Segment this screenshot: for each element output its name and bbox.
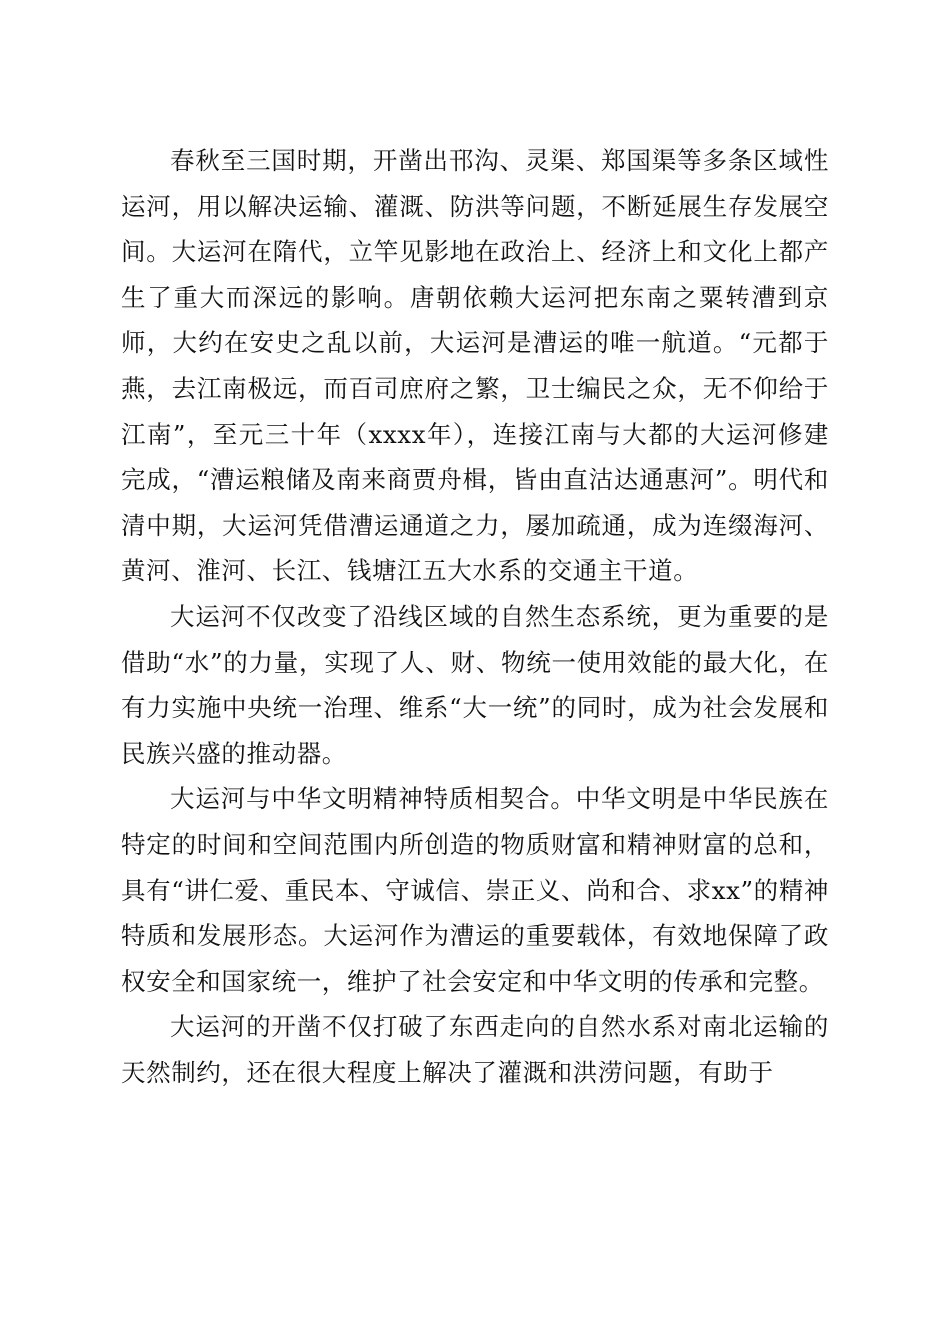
paragraph-4: 大运河的开凿不仅打破了东西走向的自然水系对南北运输的天然制约，还在很大程度上解决了灌溉和洪涝问题，有助于 — [121, 1012, 829, 1087]
paragraph-3: 大运河与中华文明精神特质相契合。中华文明是中华民族在特定的时间和空间范围内所创造的物质财富和精神财富的总和，具有“讲仁爱、重民本、守诚信、崇正义、尚和合、求xx”的精神特质和发展形态。大运河作为漕运的重要载体，有效地保障了政权安全和国家统一，维护了社会安定和中华文明的传承和完整。 — [121, 784, 829, 996]
paragraph-1: 春秋至三国时期，开凿出邗沟、灵渠、郑国渠等多条区域性运河，用以解决运输、灌溉、防洪等问题，不断延展生存发展空间。大运河在隋代，立竿见影地在政治上、经济上和文化上都产生了重大而深远的影响。唐朝依赖大运河把东南之粟转漕到京师，大约在安史之乱以前，大运河是漕运的唯一航道。“元都于燕，去江南极远，而百司庶府之繁，卫士编民之众，无不仰给于江南”，至元三十年（xxxx年），连接江南与大都的大运河修建完成，“漕运粮储及南来商贾舟楫，皆由直沽达通惠河”。明代和清中期，大运河凭借漕运通道之力，屡加疏通，成为连缀海河、黄河、淮河、长江、钱塘江五大水系的交通主干道。 — [121, 146, 829, 586]
paragraph-2: 大运河不仅改变了沿线区域的自然生态系统，更为重要的是借助“水”的力量，实现了人、财、物统一使用效能的最大化，在有力实施中央统一治理、维系“大一统”的同时，成为社会发展和民族兴盛的推动器。 — [121, 601, 829, 768]
document-body — [121, 138, 829, 1095]
